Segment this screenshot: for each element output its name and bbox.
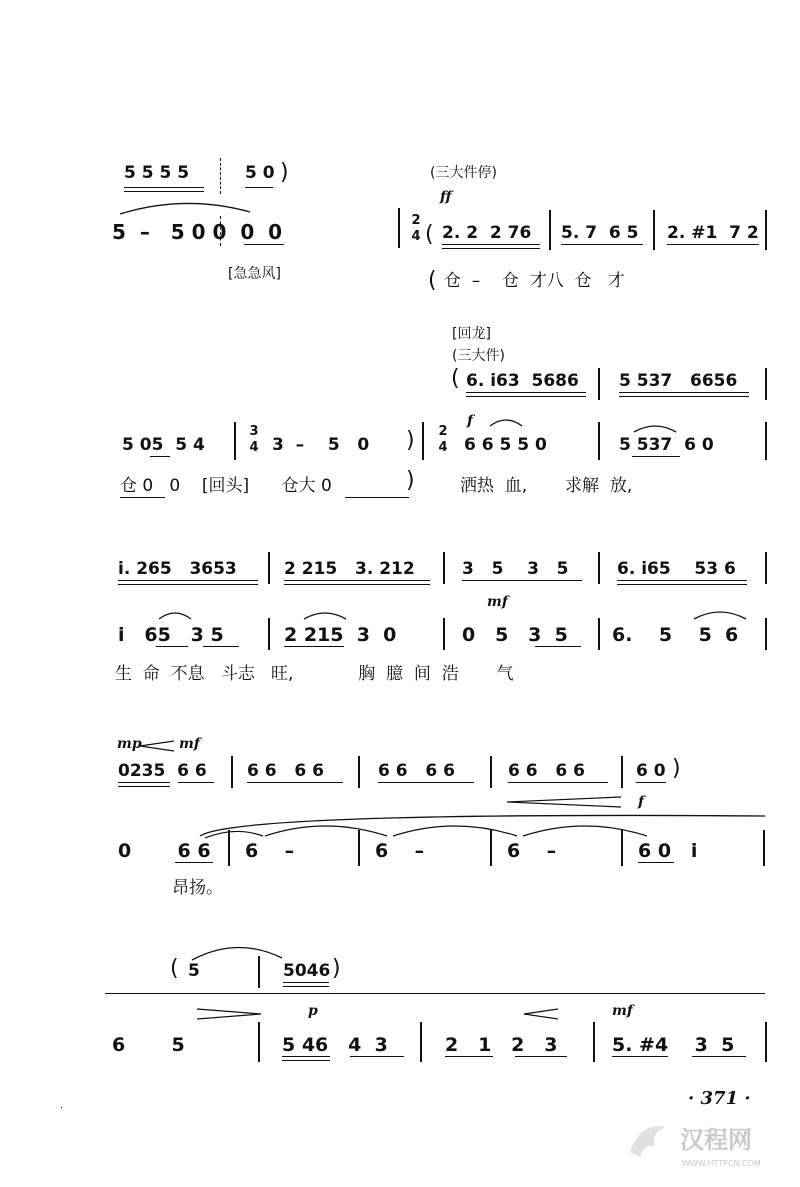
page-speck: · xyxy=(60,1103,64,1114)
voice-m2: 5 46 4 3 xyxy=(282,1034,388,1056)
barline xyxy=(443,618,445,650)
acc-notes-2: 5 0 xyxy=(245,163,275,183)
open-paren: ( xyxy=(170,956,179,981)
underline xyxy=(124,187,204,188)
acc-m2: 6 6 6 6 xyxy=(247,761,324,781)
m1: 2. 2 2 76 xyxy=(442,223,532,243)
underline xyxy=(245,187,273,188)
lyric-line-2: 洒热 血, 求解 放, xyxy=(460,476,633,496)
underline xyxy=(284,584,430,585)
label-huilong: [回龙] xyxy=(452,326,491,342)
dynamic-mp: mp xyxy=(117,736,142,752)
underline xyxy=(462,580,582,581)
acc-notes-1: 5 5 5 5 xyxy=(124,163,190,183)
dynamic-mf: mf xyxy=(487,594,508,610)
dynamic-p: p xyxy=(308,1003,318,1019)
slur xyxy=(155,607,195,621)
voice-m4: 5. #4 3 5 xyxy=(612,1034,735,1056)
underline xyxy=(617,580,747,581)
voice-m1: i 65 3 5 xyxy=(118,624,224,646)
slur xyxy=(486,414,526,428)
underline xyxy=(345,497,409,498)
underline xyxy=(619,396,749,397)
underline xyxy=(118,782,170,783)
underline xyxy=(442,248,540,249)
dynamic-mf: mf xyxy=(612,1003,633,1019)
acc-m2: 5 537 6656 xyxy=(619,371,738,391)
underline xyxy=(282,1060,330,1061)
underline xyxy=(124,191,204,192)
barline xyxy=(621,756,623,788)
barline xyxy=(443,552,445,584)
underline xyxy=(692,1056,746,1057)
voice-m1: 0 6 6 xyxy=(118,840,211,862)
voice-m5: 6 0 i xyxy=(638,840,698,862)
long-tie-line xyxy=(105,993,765,994)
slur xyxy=(630,420,680,434)
acc-m1: 0235 6 6 xyxy=(118,761,207,781)
acc-m2: 5046 xyxy=(283,961,331,981)
acc-m1: 5 xyxy=(188,961,200,981)
underline xyxy=(638,862,674,863)
underline xyxy=(636,782,666,783)
acc-m4: 6 6 6 6 xyxy=(508,761,585,781)
lyric-line-3: 生 命 不息 斗志 旺, 胸 臆 间 浩 气 xyxy=(115,664,514,684)
barline xyxy=(598,552,600,584)
dynamic-ff: ff xyxy=(440,189,452,205)
watermark-text: 汉程网 xyxy=(680,1126,752,1154)
voice-m3: 6 6 5 5 0 xyxy=(464,435,547,455)
slur xyxy=(690,607,750,621)
barline xyxy=(763,830,765,866)
underline xyxy=(632,456,680,457)
close-paren: ) xyxy=(332,956,341,981)
voice-m2: 6 – xyxy=(245,840,295,862)
open-paren: ( xyxy=(425,222,434,247)
time-sig-top: 3 xyxy=(249,424,259,439)
barline xyxy=(653,210,655,250)
dynamic-f: f xyxy=(638,794,645,810)
underline xyxy=(284,580,430,581)
barline xyxy=(593,1022,595,1062)
barline xyxy=(598,618,600,650)
close-paren: ) xyxy=(406,428,415,453)
decrescendo-hairpin xyxy=(195,1008,265,1020)
underline xyxy=(617,584,747,585)
time-sig-top: 2 xyxy=(438,424,448,439)
barline xyxy=(598,368,600,400)
barline xyxy=(358,756,360,788)
underline xyxy=(561,244,643,245)
crescendo-hairpin xyxy=(522,1008,562,1020)
acc-m3: 3 5 3 5 xyxy=(462,559,569,579)
underline xyxy=(203,646,239,647)
dashed-barline xyxy=(220,216,221,246)
label-stop: (三大件停) xyxy=(430,165,497,181)
acc-m1: i. 265 3653 xyxy=(118,559,237,579)
underline xyxy=(535,646,581,647)
label-jijifeng: [急急风] xyxy=(228,266,281,282)
time-sig-bottom: 4 xyxy=(249,440,259,455)
acc-close-paren: ) xyxy=(280,160,289,185)
underline xyxy=(247,782,343,783)
acc-m2: 2 215 3. 212 xyxy=(284,559,415,579)
acc-m5: 6 0 xyxy=(636,761,666,781)
underline xyxy=(156,646,188,647)
open-paren: ( xyxy=(451,366,460,391)
underline xyxy=(282,1056,330,1057)
underline xyxy=(445,1056,493,1057)
barline xyxy=(765,422,767,460)
underline xyxy=(508,782,608,783)
underline xyxy=(120,497,165,498)
barline xyxy=(268,618,270,650)
barline xyxy=(621,830,623,866)
voice-line-1: 5 – 5 0 0 0 0 xyxy=(112,220,283,244)
barline xyxy=(765,210,767,250)
dynamic-mf: mf xyxy=(179,736,200,752)
underline xyxy=(378,782,474,783)
barline xyxy=(358,830,360,866)
underline xyxy=(619,392,749,393)
crescendo-hairpin xyxy=(138,740,178,752)
percussion-line-1: 仓 – 仓 才八 仓 才 xyxy=(444,271,625,291)
crescendo-hairpin xyxy=(505,796,625,808)
barline xyxy=(765,552,767,584)
underline xyxy=(350,1056,404,1057)
underline xyxy=(283,982,329,983)
long-slur xyxy=(175,810,765,840)
page-number: · 371 · xyxy=(688,1088,751,1109)
voice-m1: 6 5 xyxy=(112,1034,185,1056)
voice-m2: 3 – 5 0 xyxy=(272,435,370,455)
barline xyxy=(598,422,600,460)
voice-m4: 5 537 6 0 xyxy=(619,435,714,455)
time-sig-top: 2 xyxy=(411,213,421,228)
underline xyxy=(178,782,214,783)
voice-m3: 6 – xyxy=(375,840,425,862)
underline xyxy=(175,862,213,863)
underline xyxy=(244,244,284,245)
slur xyxy=(115,198,265,218)
underline xyxy=(118,584,258,585)
barline xyxy=(234,422,236,460)
underline xyxy=(466,396,586,397)
dynamic-f: f xyxy=(467,413,474,429)
m2: 5. 7 6 5 xyxy=(561,223,639,243)
time-sig-bottom: 4 xyxy=(411,229,421,244)
barline xyxy=(258,956,260,988)
underline xyxy=(667,244,759,245)
watermark-logo-icon xyxy=(620,1112,680,1168)
barline xyxy=(231,756,233,788)
time-sig-bottom: 4 xyxy=(438,440,448,455)
underline xyxy=(612,1056,668,1057)
barline xyxy=(268,552,270,584)
voice-m3: 0 5 3 5 xyxy=(462,624,568,646)
voice-m1: 5 05 5 4 xyxy=(122,435,205,455)
underline xyxy=(442,244,540,245)
barline xyxy=(228,830,230,866)
underline xyxy=(515,1056,567,1057)
barline xyxy=(549,210,551,250)
underline xyxy=(466,392,586,393)
acc-m3: 6 6 6 6 xyxy=(378,761,455,781)
dashed-barline xyxy=(220,158,221,194)
underline xyxy=(118,580,258,581)
barline xyxy=(420,1022,422,1062)
perc-open-paren: ( xyxy=(428,268,437,293)
slur xyxy=(182,940,292,962)
barline xyxy=(398,208,400,248)
barline xyxy=(490,756,492,788)
voice-m3: 2 1 2 3 xyxy=(445,1034,558,1056)
m3: 2. #1 7 2 xyxy=(667,223,759,243)
slur xyxy=(300,607,350,621)
close-paren: ) xyxy=(406,468,415,493)
voice-m2: 2 215 3 0 xyxy=(284,624,397,646)
close-paren: ) xyxy=(672,756,681,781)
barline xyxy=(765,1022,767,1062)
underline xyxy=(150,456,170,457)
barline xyxy=(258,1022,260,1062)
percussion-line-2: 仓 0 0 [回头] 仓大 0 xyxy=(120,476,332,496)
underline xyxy=(284,646,344,647)
underline xyxy=(118,786,170,787)
voice-m4: 6 – xyxy=(507,840,557,862)
acc-m4: 6. i65 53 6 xyxy=(617,559,736,579)
label-sandajian: (三大件) xyxy=(452,348,505,364)
lyric-line-4: 昂扬。 xyxy=(172,878,223,898)
watermark-url: WWW.HTTPCN.COM xyxy=(682,1159,761,1168)
voice-m4: 6. 5 5 6 xyxy=(612,624,739,646)
barline xyxy=(765,368,767,400)
barline xyxy=(765,618,767,650)
acc-m1: 6. i63 5686 xyxy=(466,371,579,391)
barline xyxy=(422,422,424,460)
underline xyxy=(283,986,329,987)
barline xyxy=(490,830,492,866)
